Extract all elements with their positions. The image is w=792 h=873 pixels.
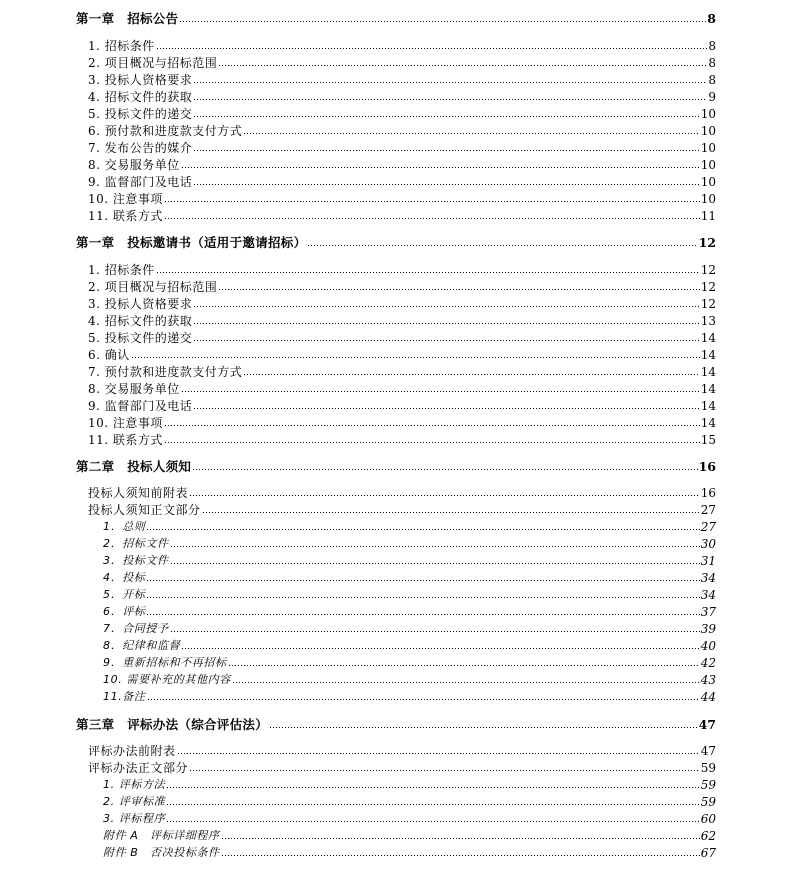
- toc-entry-page-number: 13: [700, 314, 716, 328]
- toc-entry[interactable]: [88, 71, 716, 87]
- toc-entry-title: 1. 评标方法: [103, 778, 166, 791]
- toc-entry-title: 2. 项目概况与招标范围: [88, 56, 218, 70]
- toc-entry-page-number: 59: [700, 795, 716, 809]
- toc-entry[interactable]: [88, 397, 716, 413]
- dot-leader: [218, 288, 699, 291]
- dot-leader: [181, 647, 700, 650]
- toc-entry-title: 1. 招标条件: [88, 39, 155, 53]
- toc-entry-title: 7. 预付款和进度款支付方式: [88, 365, 243, 379]
- toc-entry[interactable]: [88, 312, 716, 328]
- toc-entry[interactable]: [88, 190, 716, 206]
- toc-entry[interactable]: [88, 759, 716, 775]
- toc-entry-page-number: 44: [700, 690, 716, 704]
- toc-entry-title: 9．重新招标和不再招标: [103, 656, 227, 669]
- toc-entry-page-number: 10: [700, 175, 716, 189]
- toc-entry[interactable]: [88, 105, 716, 121]
- toc-entry-title: 6. 预付款和进度款支付方式: [88, 124, 243, 138]
- toc-entry-page-number: 10: [700, 124, 716, 138]
- dot-leader: [147, 698, 700, 701]
- toc-entry-page-number: 10: [700, 107, 716, 121]
- toc-entry-title: 评标办法正文部分: [88, 761, 189, 775]
- dot-leader: [170, 545, 700, 548]
- dot-leader: [193, 407, 699, 410]
- toc-entry-page-number: 8: [708, 56, 716, 70]
- toc-entry-page-number: 40: [700, 639, 716, 653]
- toc-entry[interactable]: [103, 776, 716, 792]
- toc-entry[interactable]: [103, 637, 716, 653]
- toc-entry-title: 第一章 投标邀请书（适用于邀请招标）: [76, 235, 307, 250]
- toc-entry[interactable]: [88, 346, 716, 362]
- toc-entry[interactable]: [103, 671, 716, 687]
- toc-entry[interactable]: [88, 431, 716, 447]
- toc-entry-page-number: 59: [700, 778, 716, 792]
- dot-leader: [166, 786, 700, 789]
- dot-leader: [307, 244, 697, 247]
- dot-leader: [193, 322, 699, 325]
- toc-entry-title: 3. 投标人资格要求: [88, 73, 193, 87]
- toc-entry[interactable]: [88, 329, 716, 345]
- toc-entry-page-number: 14: [700, 348, 716, 362]
- toc-entry[interactable]: [103, 793, 716, 809]
- toc-entry-page-number: 12: [698, 235, 716, 250]
- toc-entry-title: 8. 交易服务单位: [88, 158, 180, 172]
- toc-entry-title: 9. 监督部门及电话: [88, 175, 193, 189]
- toc-entry-page-number: 14: [700, 331, 716, 345]
- dot-leader: [166, 820, 700, 823]
- toc-entry-title: 1．总则: [103, 520, 146, 533]
- toc-entry-page-number: 14: [700, 365, 716, 379]
- toc-entry-title: 4. 招标文件的获取: [88, 90, 193, 104]
- toc-entry-title: 2. 评审标准: [103, 795, 166, 808]
- dot-leader: [164, 441, 700, 444]
- toc-entry[interactable]: [103, 810, 716, 826]
- dot-leader: [193, 339, 699, 342]
- toc-entry-title: 第一章 招标公告: [76, 11, 179, 26]
- toc-entry-page-number: 14: [700, 416, 716, 430]
- toc-chapter-entry[interactable]: [76, 234, 716, 250]
- dot-leader: [164, 424, 700, 427]
- toc-entry-page-number: 10: [700, 158, 716, 172]
- dot-leader: [232, 681, 700, 684]
- toc-entry-page-number: 34: [700, 588, 716, 602]
- dot-leader: [156, 271, 700, 274]
- toc-entry-page-number: 34: [700, 571, 716, 585]
- toc-entry[interactable]: [88, 261, 716, 277]
- toc-entry[interactable]: [88, 295, 716, 311]
- toc-entry-title: 9. 监督部门及电话: [88, 399, 193, 413]
- dot-leader: [193, 98, 707, 101]
- toc-entry-title: 11. 联系方式: [88, 209, 163, 223]
- toc-entry-page-number: 11: [700, 209, 716, 223]
- toc-entry-page-number: 8: [707, 11, 716, 26]
- toc-entry-title: 8. 交易服务单位: [88, 382, 180, 396]
- toc-entry-page-number: 60: [700, 812, 716, 826]
- dot-leader: [181, 166, 700, 169]
- toc-entry[interactable]: [88, 207, 716, 223]
- toc-entry-title: 附件 A 评标详细程序: [103, 829, 220, 842]
- dot-leader: [146, 528, 699, 531]
- toc-entry-page-number: 27: [700, 520, 716, 534]
- toc-entry[interactable]: [103, 620, 716, 636]
- toc-entry-title: 5．开标: [103, 588, 146, 601]
- dot-leader: [146, 613, 699, 616]
- toc-entry[interactable]: [88, 88, 716, 104]
- toc-entry-page-number: 67: [700, 846, 716, 860]
- toc-entry-page-number: 14: [700, 399, 716, 413]
- toc-entry[interactable]: [88, 501, 716, 517]
- toc-entry[interactable]: [103, 688, 716, 704]
- dot-leader: [202, 511, 700, 514]
- dot-leader: [170, 630, 700, 633]
- dot-leader: [146, 596, 699, 599]
- toc-entry-page-number: 10: [700, 141, 716, 155]
- toc-entry-title: 评标办法前附表: [88, 744, 176, 758]
- toc-entry-page-number: 12: [700, 280, 716, 294]
- toc-entry[interactable]: [88, 380, 716, 396]
- dot-leader: [193, 81, 707, 84]
- dot-leader: [164, 217, 700, 220]
- dot-leader: [221, 837, 700, 840]
- dot-leader: [170, 562, 700, 565]
- toc-entry-title: 3．投标文件: [103, 554, 169, 567]
- toc-entry[interactable]: [103, 569, 716, 585]
- toc-entry-page-number: 16: [700, 486, 716, 500]
- toc-entry-title: 5. 投标文件的递交: [88, 331, 193, 345]
- toc-entry-page-number: 47: [700, 744, 716, 758]
- toc-entry-title: 2．招标文件: [103, 537, 169, 550]
- dot-leader: [156, 47, 708, 50]
- toc-entry[interactable]: [103, 552, 716, 568]
- toc-entry-page-number: 12: [700, 297, 716, 311]
- dot-leader: [164, 200, 700, 203]
- toc-entry[interactable]: [88, 173, 716, 189]
- toc-entry-page-number: 27: [700, 503, 716, 517]
- toc-entry-page-number: 62: [700, 829, 716, 843]
- toc-entry-page-number: 59: [700, 761, 716, 775]
- dot-leader: [193, 149, 699, 152]
- dot-leader: [192, 468, 697, 471]
- dot-leader: [181, 390, 700, 393]
- toc-entry-title: 10. 注意事项: [88, 416, 163, 430]
- toc-entry[interactable]: [88, 37, 716, 53]
- dot-leader: [243, 132, 699, 135]
- dot-leader: [221, 854, 700, 857]
- dot-leader: [269, 726, 698, 729]
- toc-entry-title: 8．纪律和监督: [103, 639, 181, 652]
- toc-entry-title: 附件 B 否决投标条件: [103, 846, 220, 859]
- toc-entry-title: 投标人须知正文部分: [88, 503, 201, 517]
- toc-entry[interactable]: [88, 278, 716, 294]
- toc-entry[interactable]: [88, 122, 716, 138]
- toc-entry[interactable]: [88, 742, 716, 758]
- toc-entry[interactable]: [103, 654, 716, 670]
- toc-entry-title: 11. 联系方式: [88, 433, 163, 447]
- toc-entry-title: 4．投标: [103, 571, 146, 584]
- toc-entry[interactable]: [103, 518, 716, 534]
- toc-entry-title: 2. 项目概况与招标范围: [88, 280, 218, 294]
- dot-leader: [146, 579, 699, 582]
- toc-entry[interactable]: [88, 54, 716, 70]
- toc-entry-title: 7. 发布公告的媒介: [88, 141, 193, 155]
- toc-entry[interactable]: [103, 586, 716, 602]
- dot-leader: [218, 64, 707, 67]
- toc-entry[interactable]: [88, 139, 716, 155]
- toc-entry-page-number: 10: [700, 192, 716, 206]
- dot-leader: [243, 373, 699, 376]
- toc-entry[interactable]: [88, 414, 716, 430]
- toc-entry-title: 投标人须知前附表: [88, 486, 189, 500]
- toc-entry[interactable]: [103, 844, 716, 860]
- dot-leader: [179, 20, 706, 23]
- toc-entry-title: 6．评标: [103, 605, 146, 618]
- toc-entry-title: 第三章 评标办法（综合评估法）: [76, 717, 269, 732]
- dot-leader: [189, 494, 700, 497]
- toc-entry[interactable]: [88, 156, 716, 172]
- dot-leader: [193, 305, 699, 308]
- dot-leader: [131, 356, 700, 359]
- toc-entry[interactable]: [103, 603, 716, 619]
- toc-entry-title: 10. 注意事项: [88, 192, 163, 206]
- toc-entry-page-number: 12: [700, 263, 716, 277]
- toc-entry-title: 11.备注: [103, 690, 146, 703]
- toc-entry-title: 10. 需要补充的其他内容: [103, 673, 231, 686]
- dot-leader: [177, 752, 700, 755]
- toc-entry-title: 6. 确认: [88, 348, 130, 362]
- toc-entry-page-number: 43: [700, 673, 716, 687]
- toc-entry-title: 7．合同授予: [103, 622, 169, 635]
- toc-entry-page-number: 8: [708, 73, 716, 87]
- toc-entry-page-number: 42: [700, 656, 716, 670]
- dot-leader: [193, 115, 699, 118]
- toc-entry-page-number: 9: [708, 90, 716, 104]
- toc-entry-page-number: 39: [700, 622, 716, 636]
- toc-entry-title: 4. 招标文件的获取: [88, 314, 193, 328]
- toc-entry-title: 3. 投标人资格要求: [88, 297, 193, 311]
- toc-entry-page-number: 8: [708, 39, 716, 53]
- dot-leader: [193, 183, 699, 186]
- toc-entry[interactable]: [88, 484, 716, 500]
- toc-entry[interactable]: [88, 363, 716, 379]
- toc-entry-page-number: 16: [698, 459, 716, 474]
- toc-entry-page-number: 47: [698, 717, 716, 732]
- toc-entry-title: 5. 投标文件的递交: [88, 107, 193, 121]
- dot-leader: [189, 769, 700, 772]
- toc-entry-title: 1. 招标条件: [88, 263, 155, 277]
- toc-entry-title: 第二章 投标人须知: [76, 459, 192, 474]
- toc-entry-page-number: 30: [700, 537, 716, 551]
- toc-entry-page-number: 15: [700, 433, 716, 447]
- toc-entry-title: 3. 评标程序: [103, 812, 166, 825]
- dot-leader: [228, 664, 700, 667]
- toc-entry[interactable]: [103, 827, 716, 843]
- dot-leader: [166, 803, 700, 806]
- toc-entry-page-number: 14: [700, 382, 716, 396]
- toc-entry[interactable]: [103, 535, 716, 551]
- toc-chapter-entry[interactable]: [76, 458, 716, 474]
- toc-entry-page-number: 31: [700, 554, 716, 568]
- toc-entry-page-number: 37: [700, 605, 716, 619]
- toc-chapter-entry[interactable]: [76, 716, 716, 732]
- toc-chapter-entry[interactable]: [76, 10, 716, 26]
